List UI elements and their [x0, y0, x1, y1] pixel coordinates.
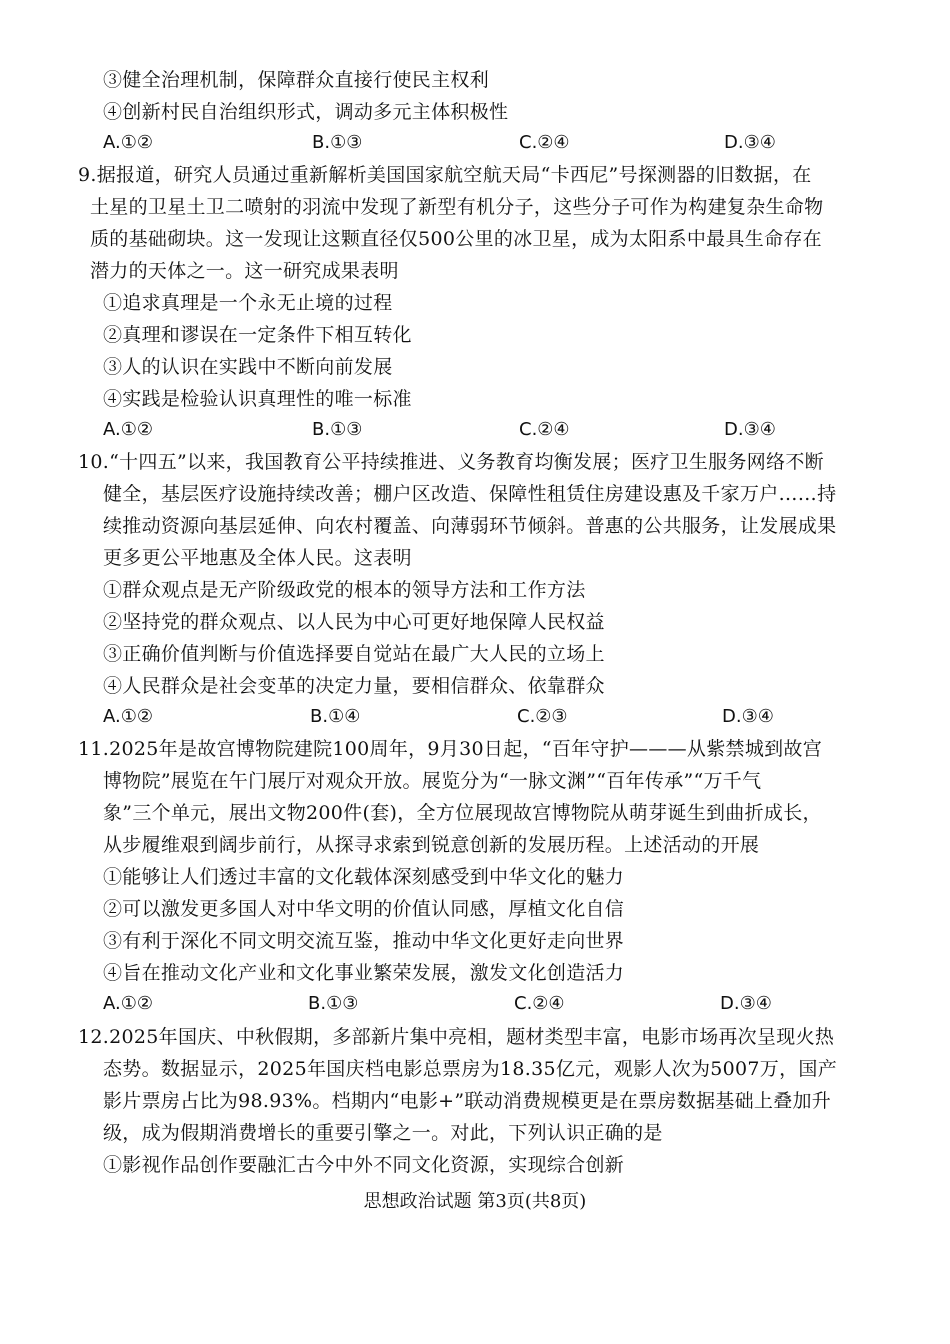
- q12-item: ①影视作品创作要融汇古今中外不同文化资源，实现综合创新: [103, 1154, 625, 1176]
- q9-stem: 潜力的天体之一。这一研究成果表明: [90, 260, 399, 282]
- q10-stem: 10.“十四五”以来，我国教育公平持续推进、义务教育均衡发展；医疗卫生服务网络不断: [78, 451, 824, 473]
- q9-stem: 质的基础砌块。这一发现让这颗直径仅500公里的冰卫星，成为太阳系中最具生命存在: [90, 228, 822, 250]
- q11-stem: 象”三个单元，展出文物200件(套)，全方位展现故宫博物院从萌芽诞生到曲折成长，: [103, 802, 822, 824]
- q10-stem: 续推动资源向基层延伸、向农村覆盖、向薄弱环节倾斜。普惠的公共服务，让发展成果: [103, 515, 837, 537]
- option-d: D.③④: [720, 993, 772, 1014]
- q12-stem: 态势。数据显示，2025年国庆档电影总票房为18.35亿元，观影人次为5007万，国产: [103, 1058, 838, 1080]
- q9-stem: 土星的卫星土卫二喷射的羽流中发现了新型有机分子，这些分子可作为构建复杂生命物: [90, 196, 824, 218]
- option-c: C.②③: [517, 706, 568, 727]
- q8-item: ④创新村民自治组织形式，调动多元主体积极性: [103, 101, 509, 123]
- option-b: B.①④: [310, 706, 361, 727]
- q11-stem: 从步履维艰到阔步前行，从探寻求索到锐意创新的发展历程。上述活动的开展: [103, 834, 760, 856]
- q9-item: ②真理和谬误在一定条件下相互转化: [103, 324, 412, 346]
- option-c: C.②④: [519, 132, 570, 153]
- option-c: C.②④: [519, 419, 570, 440]
- q9-item: ①追求真理是一个永无止境的过程: [103, 292, 393, 314]
- q11-item: ③有利于深化不同文明交流互鉴，推动中华文化更好走向世界: [103, 930, 625, 952]
- page-footer: 思想政治试题 第3页(共8页): [363, 1191, 587, 1212]
- q11-item: ①能够让人们透过丰富的文化载体深刻感受到中华文化的魅力: [103, 866, 625, 888]
- q9-options: [0, 418, 950, 442]
- q10-stem: 更多更公平地惠及全体人民。这表明: [103, 547, 412, 569]
- q10-item: ③正确价值判断与价值选择要自觉站在最广大人民的立场上: [103, 643, 605, 665]
- q10-item: ①群众观点是无产阶级政党的根本的领导方法和工作方法: [103, 579, 586, 601]
- option-d: D.③④: [724, 132, 776, 153]
- q11-item: ④旨在推动文化产业和文化事业繁荣发展，激发文化创造活力: [103, 962, 625, 984]
- option-d: D.③④: [722, 706, 774, 727]
- option-b: B.①③: [312, 419, 363, 440]
- q10-options: [0, 705, 950, 729]
- option-b: B.①③: [308, 993, 359, 1014]
- q12-stem: 影片票房占比为98.93%。档期内“电影+”联动消费规模更是在票房数据基础上叠加升: [103, 1090, 832, 1112]
- q12-stem: 级，成为假期消费增长的重要引擎之一。对此，下列认识正确的是: [103, 1122, 663, 1144]
- q11-stem: 11.2025年是故宫博物院建院100周年，9月30日起，“百年守护———从紫禁城到故宫: [78, 738, 823, 760]
- q12-stem: 12.2025年国庆、中秋假期，多部新片集中亮相，题材类型丰富，电影市场再次呈现火热: [78, 1026, 835, 1048]
- q8-options: [0, 131, 950, 155]
- q10-item: ④人民群众是社会变革的决定力量，要相信群众、依靠群众: [103, 675, 605, 697]
- option-a: A.①②: [103, 419, 153, 440]
- q8-item: ③健全治理机制，保障群众直接行使民主权利: [103, 69, 490, 91]
- q11-options: [0, 992, 950, 1016]
- q11-stem: 博物院”展览在午门展厅对观众开放。展览分为“一脉文渊”“百年传承”“万千气: [103, 770, 762, 792]
- option-a: A.①②: [103, 706, 153, 727]
- q9-item: ④实践是检验认识真理性的唯一标准: [103, 388, 412, 410]
- q10-stem: 健全，基层医疗设施持续改善；棚户区改造、保障性租赁住房建设惠及千家万户……持: [103, 483, 837, 505]
- q10-item: ②坚持党的群众观点、以人民为中心可更好地保障人民权益: [103, 611, 605, 633]
- option-c: C.②④: [514, 993, 565, 1014]
- option-b: B.①③: [312, 132, 363, 153]
- option-a: A.①②: [103, 993, 153, 1014]
- q11-item: ②可以激发更多国人对中华文明的价值认同感，厚植文化自信: [103, 898, 625, 920]
- q9-item: ③人的认识在实践中不断向前发展: [103, 356, 393, 378]
- option-d: D.③④: [724, 419, 776, 440]
- option-a: A.①②: [103, 132, 153, 153]
- q9-stem: 9.据报道，研究人员通过重新解析美国国家航空航天局“卡西尼”号探测器的旧数据，在: [78, 164, 812, 186]
